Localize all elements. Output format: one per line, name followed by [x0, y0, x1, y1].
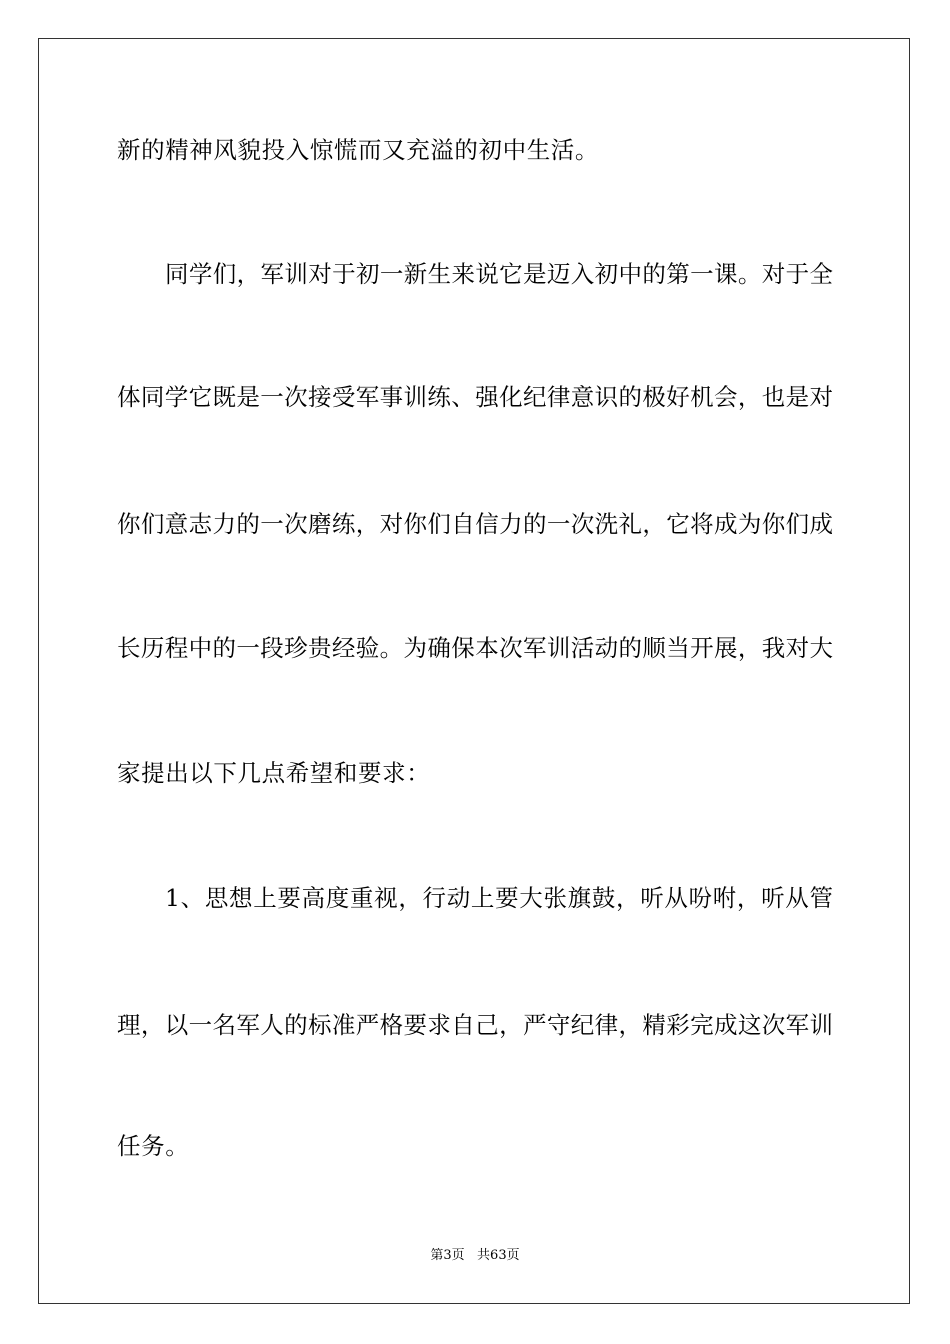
text-line: 体同学它既是一次接受军事训练、强化纪律意识的极好机会，也是对 — [117, 383, 833, 411]
text-line: 长历程中的一段珍贵经验。为确保本次军训活动的顺当开展，我对大 — [117, 634, 833, 662]
text-line: 新的精神风貌投入惊慌而又充溢的初中生活。 — [117, 136, 599, 164]
text-line: 任务。 — [117, 1132, 190, 1160]
text-line: 同学们，军训对于初一新生来说它是迈入初中的第一课。对于全 — [165, 260, 833, 288]
text-line: 你们意志力的一次磨练，对你们自信力的一次洗礼，它将成为你们成 — [117, 510, 833, 538]
text-line: 1、思想上要高度重视，行动上要大张旗鼓，听从吩咐，听从管 — [165, 884, 833, 912]
text-line: 理，以一名军人的标准严格要求自己，严守纪律，精彩完成这次军训 — [117, 1011, 833, 1039]
page-border — [38, 38, 910, 1304]
text-line: 家提出以下几点希望和要求： — [117, 759, 431, 787]
page-number-footer: 第3页 共63页 — [430, 1248, 520, 1263]
